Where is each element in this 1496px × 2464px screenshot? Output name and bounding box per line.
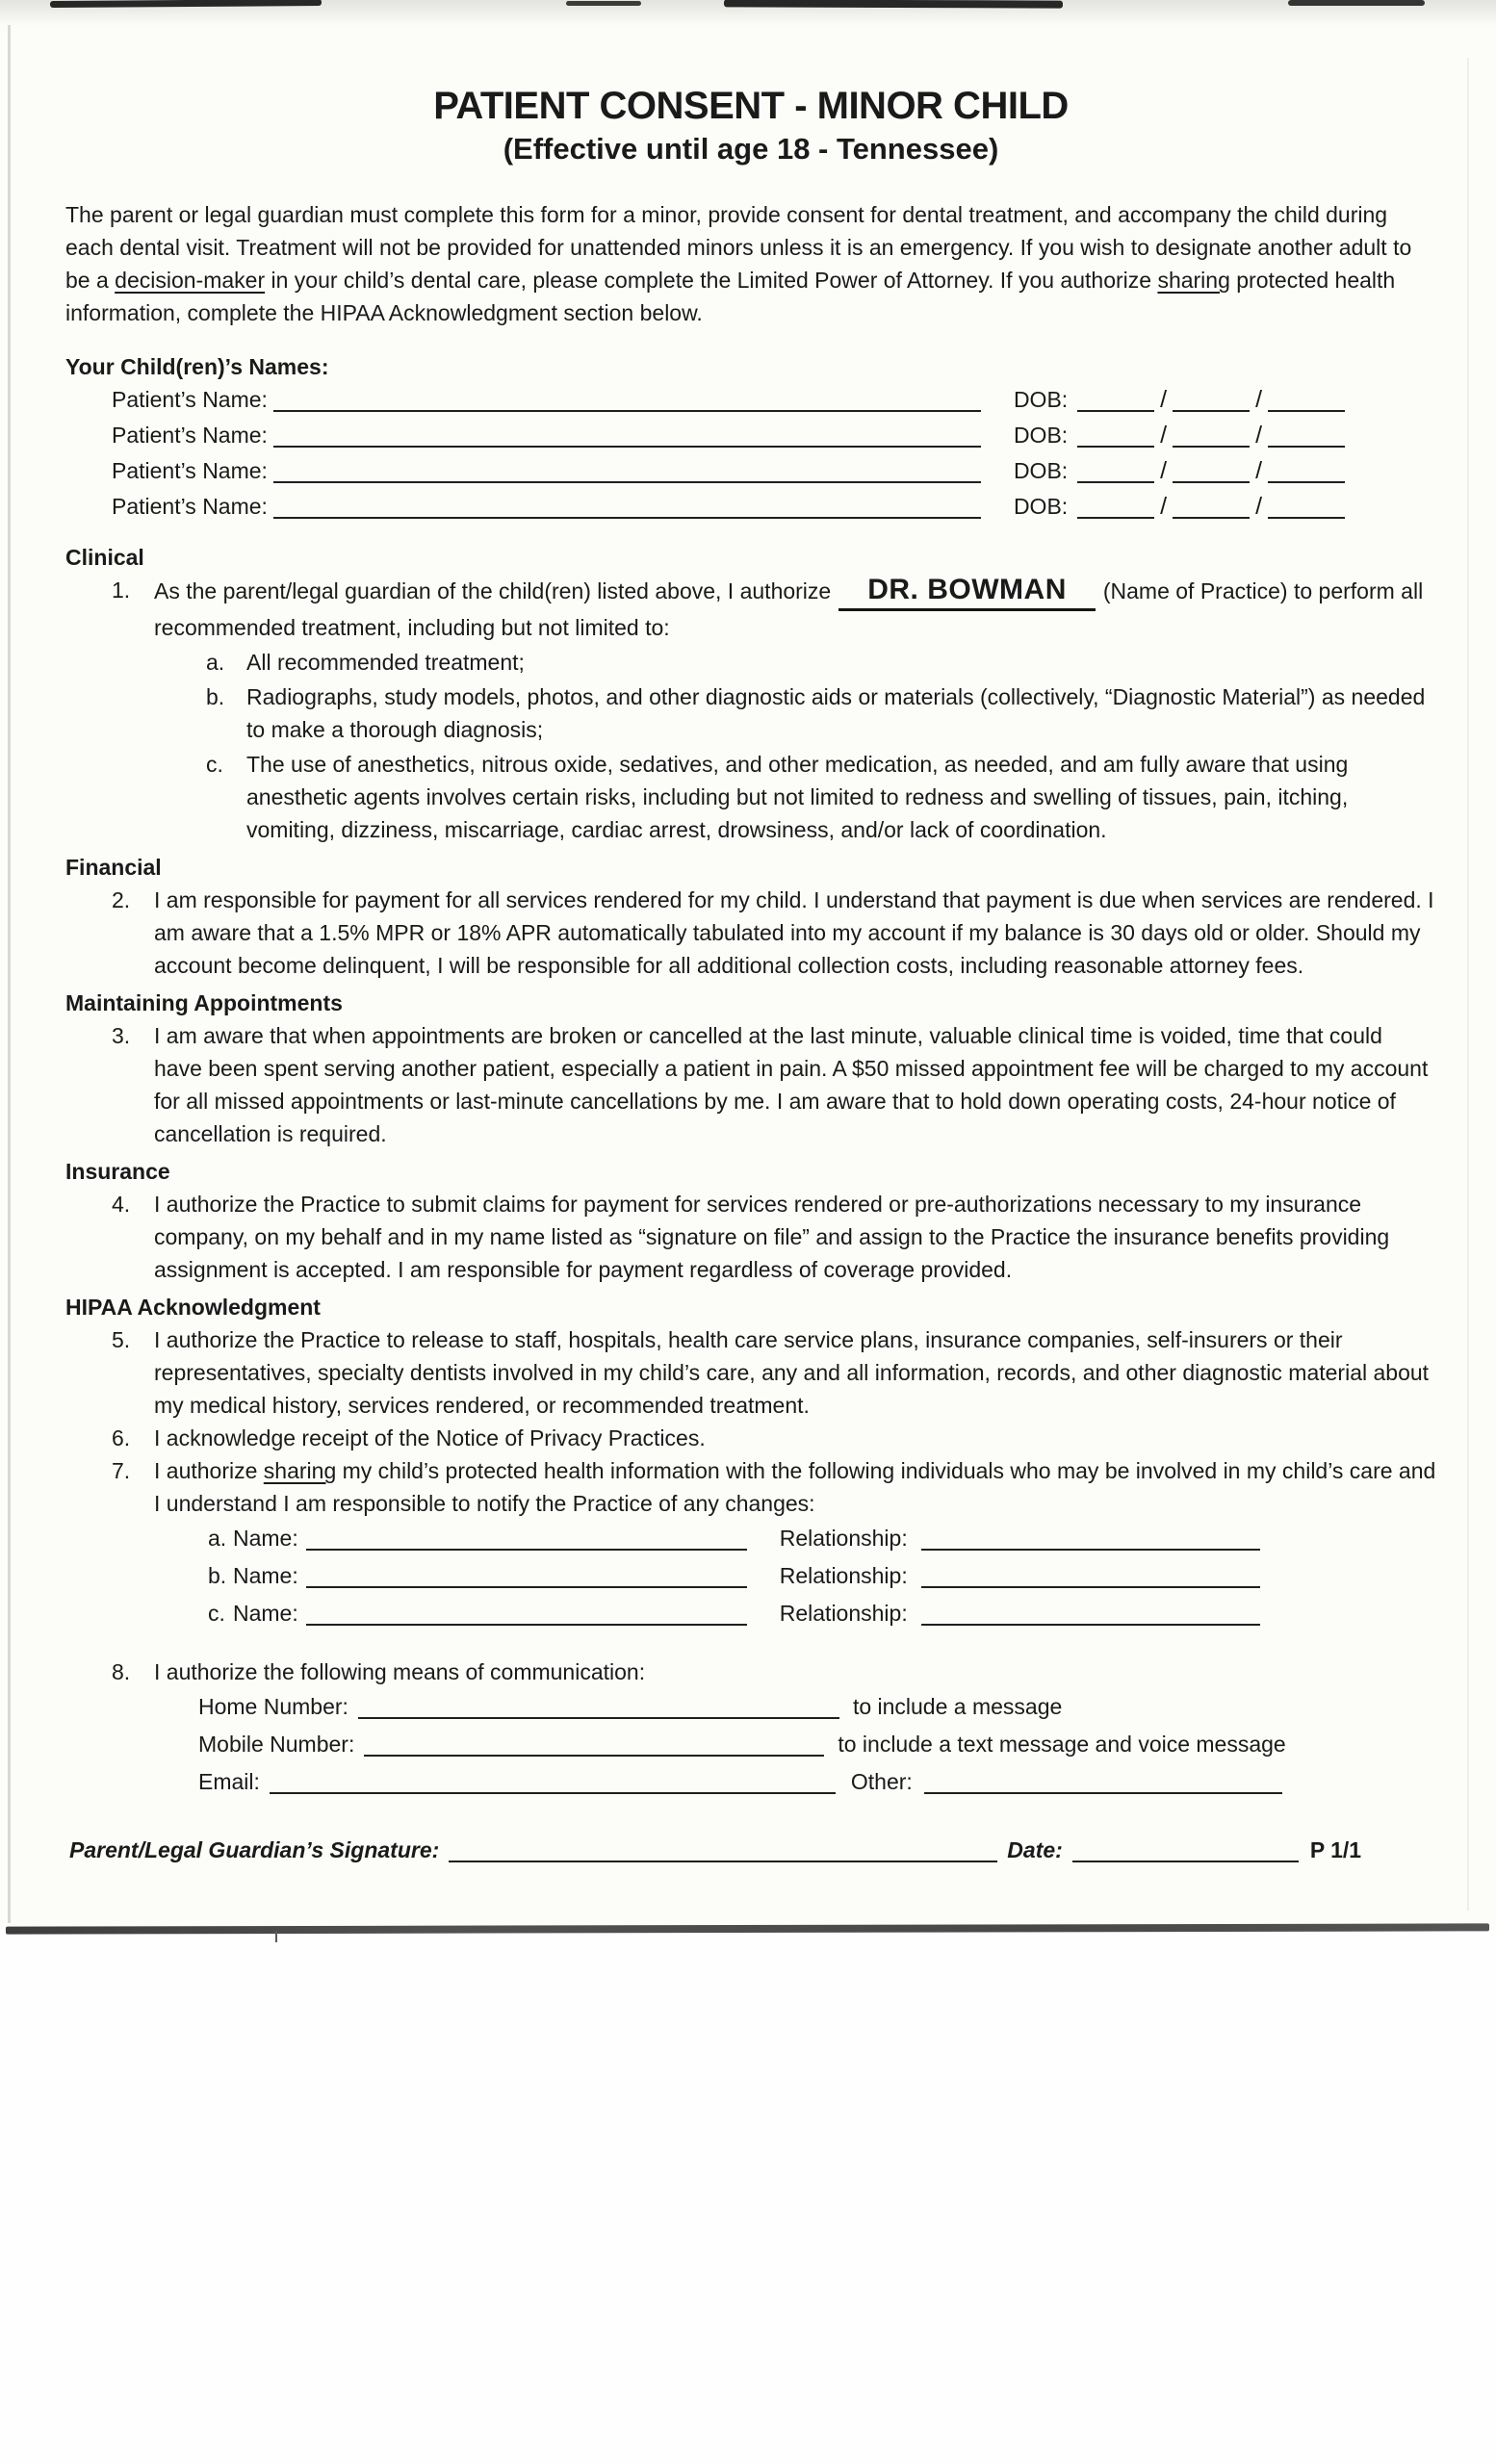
dob-year-blank — [1268, 387, 1345, 412]
hipaa-item-5 — [65, 1323, 1436, 1422]
list-number: 4. — [112, 1192, 131, 1217]
list-number: 7. — [112, 1458, 131, 1483]
comm-note: to include a message — [852, 1694, 1063, 1719]
dob-slash: / — [1255, 493, 1263, 520]
dob-slash: / — [1255, 457, 1263, 484]
contact-name-label: Name: — [233, 1563, 298, 1588]
section-heading-insurance: Insurance — [65, 1159, 170, 1184]
relationship-blank — [921, 1526, 1260, 1551]
list-number: 8. — [112, 1659, 131, 1684]
dob-month-blank — [1077, 494, 1154, 519]
financial-item-2 — [65, 884, 1436, 982]
patient-name-row — [112, 383, 1436, 419]
hipaa-item-6-text: I acknowledge receipt of the Notice of Privacy Practices. — [154, 1425, 706, 1450]
date-label: Date: — [1007, 1837, 1063, 1862]
page-number: P 1/1 — [1309, 1837, 1362, 1862]
hipaa-item-6 — [65, 1422, 1436, 1454]
contact-row-a — [208, 1522, 1436, 1557]
dob-day-blank — [1173, 387, 1250, 412]
mobile-number-blank — [364, 1732, 824, 1757]
patient-name-label: Patient’s Name: — [112, 458, 268, 483]
dob-slash: / — [1160, 422, 1168, 449]
patient-name-label: Patient’s Name: — [112, 387, 268, 412]
comm-label: Mobile Number: — [198, 1732, 355, 1757]
subitem-text: Radiographs, study models, photos, and other diagnostic aids or materials (collectively, “Diagnostic Material”) as needed to make a thorough diagnosis; — [246, 684, 1426, 742]
home-number-blank — [358, 1694, 839, 1719]
relationship-label: Relationship: — [779, 1526, 908, 1551]
signature-label: Parent/Legal Guardian’s Signature: — [69, 1837, 440, 1862]
comm-label: Home Number: — [198, 1694, 348, 1719]
signature-row — [69, 1834, 1436, 1872]
contact-name-blank — [306, 1601, 747, 1626]
patient-name-blank — [273, 387, 981, 412]
dob-month-blank — [1077, 423, 1154, 448]
dob-month-blank — [1077, 387, 1154, 412]
contact-letter: b. — [208, 1563, 227, 1588]
page-bottom-shadow — [6, 1923, 1489, 1934]
contact-name-label: Name: — [233, 1526, 298, 1551]
dob-slash: / — [1160, 386, 1168, 413]
hipaa-item-7-post: my child’s protected health information with the following individuals who may be involved in my child’s care and I understand I am responsible to notify the Practice of any changes: — [154, 1458, 1436, 1516]
dob-day-blank — [1173, 494, 1250, 519]
hipaa-item-7 — [65, 1454, 1436, 1520]
patient-name-blank — [273, 423, 981, 448]
relationship-blank — [921, 1601, 1260, 1626]
section-heading-financial: Financial — [65, 855, 162, 880]
comm-note: to include a text message and voice message — [838, 1732, 1286, 1757]
patient-name-blank — [273, 494, 981, 519]
section-heading-hipaa: HIPAA Acknowledgment — [65, 1295, 321, 1320]
clinical-subitem-b — [65, 680, 1436, 746]
comm-row-email — [198, 1765, 1436, 1801]
subitem-letter: b. — [206, 684, 225, 709]
subitem-letter: a. — [206, 650, 225, 675]
relationship-label: Relationship: — [779, 1563, 908, 1588]
patient-name-row — [112, 490, 1436, 526]
section-heading-appointments: Maintaining Appointments — [65, 990, 343, 1015]
dob-slash: / — [1255, 422, 1263, 449]
clinical-item-1 — [65, 574, 1436, 644]
contact-letter: c. — [208, 1601, 225, 1626]
other-blank — [924, 1769, 1282, 1794]
subitem-letter: c. — [206, 752, 223, 777]
underlined-term-sharing: sharing — [1157, 268, 1230, 293]
contact-name-label: Name: — [233, 1601, 298, 1626]
underlined-term-decision-maker: decision-maker — [115, 268, 266, 293]
list-number: 6. — [112, 1425, 131, 1450]
contact-name-blank — [306, 1526, 747, 1551]
clinical-subitem-c — [65, 748, 1436, 846]
list-number: 1. — [112, 578, 131, 603]
relationship-blank — [921, 1563, 1260, 1588]
comm-row-mobile — [198, 1728, 1436, 1763]
dob-label: DOB: — [1013, 494, 1069, 519]
patient-name-row — [112, 454, 1436, 490]
comm-row-home — [198, 1690, 1436, 1726]
financial-item-text: I am responsible for payment for all services rendered for my child. I understand that payment is due when services are rendered. I am aware that a 1.5% MPR or 18% APR automatically tabulated into my account if my balance is 30 days old or older. Should my account become delinquent, I will be responsible for all additional collection costs, including reasonable attorney fees. — [154, 887, 1434, 978]
intro-paragraph — [65, 198, 1436, 329]
children-names-heading: Your Child(ren)’s Names: — [65, 354, 329, 379]
dob-year-blank — [1268, 423, 1345, 448]
dob-label: DOB: — [1013, 423, 1069, 448]
date-blank — [1072, 1837, 1299, 1862]
contact-letter: a. — [208, 1526, 227, 1551]
patient-name-blank — [273, 458, 981, 483]
insurance-item-4 — [65, 1188, 1436, 1286]
dob-slash: / — [1160, 457, 1168, 484]
hipaa-item-7-pre: I authorize — [154, 1458, 264, 1483]
practice-name: DR. BOWMAN — [838, 574, 1096, 611]
dob-slash: / — [1255, 386, 1263, 413]
comm-label: Email: — [198, 1769, 260, 1794]
email-blank — [270, 1769, 836, 1794]
hipaa-item-5-text: I authorize the Practice to release to staff, hospitals, health care service plans, insurance companies, self-insurers or their representatives, specialty dentists involved in my child’s care, any and all information, records, and other diagnostic material about my medical history, services rendered, or recommended treatment. — [154, 1327, 1430, 1418]
list-number: 3. — [112, 1023, 131, 1048]
intro-text: The parent or legal guardian must complete this form for a minor, provide consent for dental treatment, and accompany the child during each dental visit. Treatment will not be provided for unattended minors unless it is an emergency. If you wish to designate another adult to be a — [65, 202, 1412, 293]
patient-name-label: Patient’s Name: — [112, 423, 268, 448]
form-subtitle: (Effective until age 18 - Tennessee) — [503, 132, 999, 166]
communication-block — [65, 1656, 1436, 1801]
dob-year-blank — [1268, 494, 1345, 519]
clinical-subitem-a — [65, 646, 1436, 679]
intro-text: protected health information, complete the HIPAA Acknowledgment section below. — [65, 268, 1396, 325]
dob-day-blank — [1173, 458, 1250, 483]
list-number: 2. — [112, 887, 131, 912]
subitem-text: The use of anesthetics, nitrous oxide, sedatives, and other medication, as needed, and am fully aware that using anesthetic agents involves certain risks, including but not limited to redness and swelling of tissues, pain, itching, vomiting, dizziness, miscarriage, cardiac arrest, drowsiness, and/or lack of coordination. — [246, 752, 1349, 842]
signature-blank — [449, 1837, 997, 1862]
appointments-item-text: I am aware that when appointments are broken or cancelled at the last minute, valuable clinical time is voided, time that could have been spent serving another patient, especially a patient in pain. A $50 missed appointment fee will be charged to my account for all missed appointments or last-minute cancellations by me. I am aware that to hold down operating costs, 24-hour notice of cancellation is required. — [154, 1023, 1429, 1146]
relationship-label: Relationship: — [779, 1601, 908, 1626]
contact-name-blank — [306, 1563, 747, 1588]
communication-item-8 — [65, 1656, 1436, 1688]
clinical-item-1-post: (Name of Practice) to perform all recommended treatment, including but not limited to: — [154, 578, 1424, 640]
subitem-text: All recommended treatment; — [246, 650, 525, 675]
dob-year-blank — [1268, 458, 1345, 483]
dob-month-blank — [1077, 458, 1154, 483]
dob-slash: / — [1160, 493, 1168, 520]
intro-text: in your child’s dental care, please complete the Limited Power of Attorney. If you authorize — [265, 268, 1158, 293]
dob-day-blank — [1173, 423, 1250, 448]
dob-label: DOB: — [1013, 458, 1069, 483]
patient-name-label: Patient’s Name: — [112, 494, 268, 519]
patient-name-row — [112, 419, 1436, 454]
list-number: 5. — [112, 1327, 131, 1352]
communication-item-text: I authorize the following means of communication: — [154, 1659, 646, 1684]
page-shadow-tick — [275, 1931, 277, 1942]
other-label: Other: — [850, 1769, 913, 1794]
dob-label: DOB: — [1013, 387, 1069, 412]
underlined-term-sharing: sharing — [263, 1458, 337, 1483]
contact-row-c — [208, 1597, 1436, 1632]
form-title: PATIENT CONSENT - MINOR CHILD — [433, 85, 1069, 127]
appointments-item-3 — [65, 1019, 1436, 1150]
section-heading-clinical: Clinical — [65, 545, 144, 570]
insurance-item-text: I authorize the Practice to submit claims for payment for services rendered or pre-authorizations necessary to my insurance company, on my behalf and in my name listed as “signature on file” and assign to the Practice the insurance benefits providing assignment is accepted. I am responsible for payment regardless of coverage provided. — [154, 1192, 1390, 1282]
contact-row-b — [208, 1559, 1436, 1595]
clinical-item-1-pre: As the parent/legal guardian of the child(ren) listed above, I authorize — [154, 578, 832, 603]
